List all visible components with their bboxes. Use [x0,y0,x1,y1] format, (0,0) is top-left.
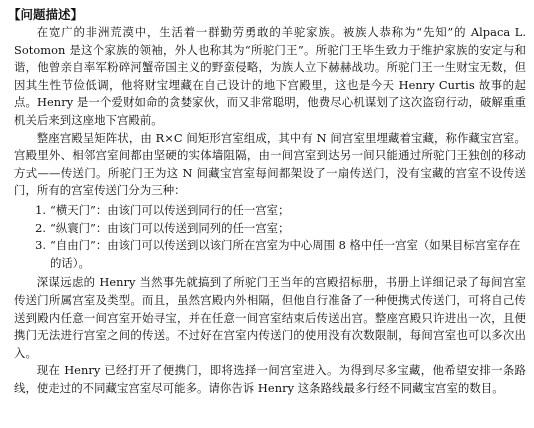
paragraph-palace: 整座宫殿呈矩阵状，由 R×C 间矩形宫室组成，其中有 N 间宫室里埋藏着宝藏，称作藏宝宫室。宫殿里外、相邻宫室间都由坚硬的实体墙阻隔，由一间宫室到达另一间只能通过所驼门王独创的移动方式——传送门。所驼门王为这 N 间藏宝宫室每间都架设了一扇传送门，没有宝藏的宫室不设传送门，所有的宫室传送门分为三种： [14,130,526,198]
paragraph-intro: 在宽广的非洲荒漠中，生活着一群勤劳勇敢的羊驼家族。被族人恭称为“先知”的 Alpaca L. Sotomon 是这个家族的领袖，外人也称其为“所驼门王”。所驼门王毕生致力于维护家族的安定与和谐，他曾亲自率军粉碎河蟹帝国主义的野蛮侵略，为族人立下赫赫战功。所驼门王一生财宝无数，但因其生性节俭低调，他将财宝埋藏在自己设计的地下宫殿里，这也是今天 Henry Curtis 故事的起点。Henry 是一个爱财如命的贪婪家伙，而又非常聪明，他费尽心机谋划了这次盗窃行动，破解重重机关后来到这座地下宫殿前。 [14,25,526,127]
list-text: “横天门”：由该门可以传送到同行的任一宫室； [50,202,290,217]
section-title: 【问题描述】 [8,7,84,22]
list-text: “纵寰门”：由该门可以传送到同列的任一宫室； [50,220,290,235]
portal-type-list [14,202,526,272]
list-item [35,220,526,238]
list-number: 1. [35,202,46,217]
list-number: 2. [35,220,46,235]
list-item [35,237,526,272]
paragraph-question: 现在 Henry 已经打开了便携门，即将选择一间宫室进入。为得到尽多宝藏，他希望安排一条路线，使走过的不同藏宝宫室尽可能多。请你告诉 Henry 这条路线最多行经不同藏宝宫室的数目。 [14,363,526,395]
list-text: “自由门”：由该门可以传送到以该门所在宫室为中心周围 8 格中任一宫室（如果目标宫室存在的话）。 [50,238,521,270]
list-number: 3. [35,238,46,253]
paragraph-henry-plan: 深谋远虑的 Henry 当然事先就搞到了所驼门王当年的宫殿招标册，书册上详细记录了每间宫室传送门所属宫室及类型。而且，虽然宫殿内外相隔，但他自行准备了一种便携式传送门，可将自己传送到殿内任意一间宫室开始寻宝，并在任意一间宫室结束后传送出宫。整座宫殿只许进出一次，且便携门无法进行宫室之间的传送。不过好在宫室内传送门的使用没有次数限制，每间宫室也可以多次出入。 [14,275,526,360]
list-item [35,202,526,220]
